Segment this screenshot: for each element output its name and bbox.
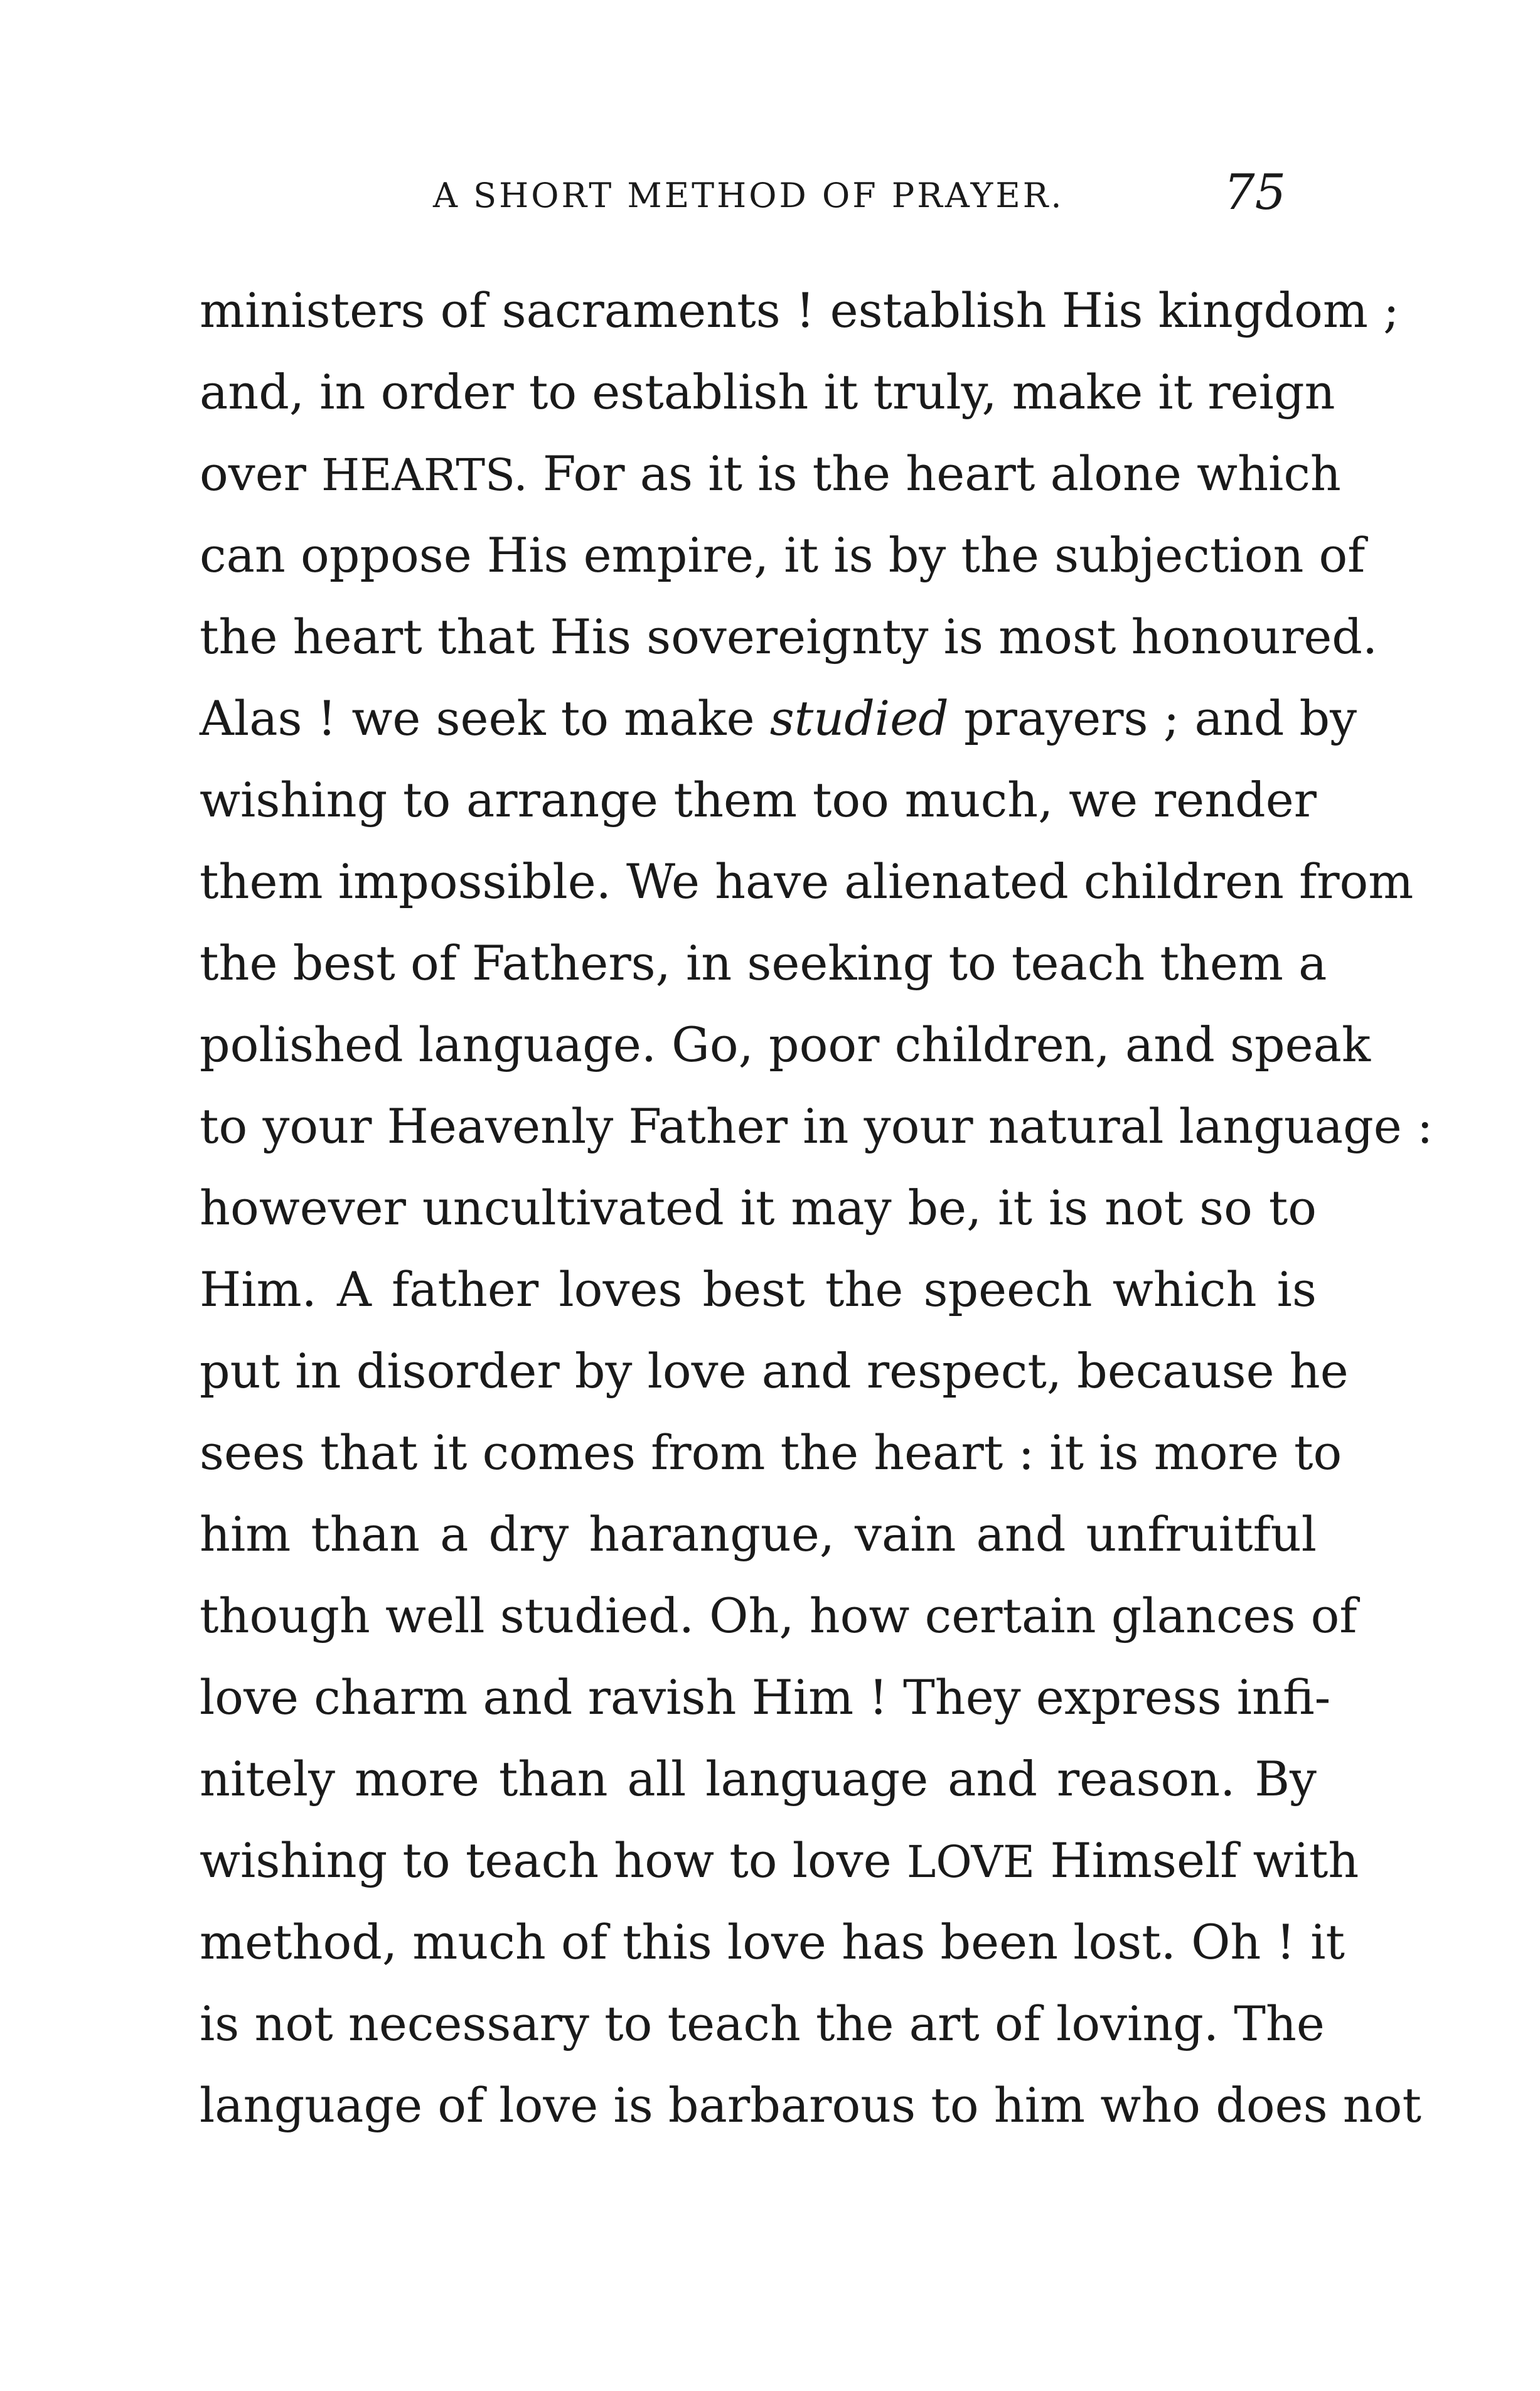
text-line: to your Heavenly Father in your natural language :: [200, 1098, 1433, 1154]
text-fragment: Himself with: [1050, 1832, 1359, 1888]
text-fragment: over: [200, 446, 306, 501]
text-line: however uncultivated it may be, it is not so to: [200, 1180, 1317, 1236]
small-caps-word: LOVE: [906, 1836, 1035, 1888]
text-fragment: prayers ; and by: [964, 690, 1357, 746]
text-line: though well studied. Oh, how certain glances of: [200, 1588, 1357, 1644]
running-title: A SHORT METHOD OF PRAYER.: [433, 176, 1064, 215]
text-line: [200, 1820, 1359, 1902]
text-fragment: For as it is the heart alone which: [542, 446, 1341, 501]
text-line: wishing to arrange them too much, we render: [200, 772, 1317, 828]
text-line: them impossible. We have alienated children from: [200, 853, 1414, 909]
page-number: 75: [1224, 164, 1286, 221]
text-line: can oppose His empire, it is by the subjection of: [200, 527, 1366, 583]
text-line: put in disorder by love and respect, because he: [200, 1343, 1349, 1399]
text-line: is not necessary to teach the art of loving. The: [200, 1996, 1325, 2051]
small-caps-word: HEARTS.: [321, 449, 528, 501]
text-line: love charm and ravish Him ! They express infi-: [200, 1669, 1331, 1725]
text-fragment: wishing to teach how to love: [200, 1832, 892, 1888]
text-line: sees that it comes from the heart : it is more to: [200, 1425, 1342, 1480]
text-line: method, much of this love has been lost. Oh ! it: [200, 1914, 1345, 1970]
text-line: language of love is barbarous to him who does not: [200, 2077, 1421, 2133]
text-fragment: Alas ! we seek to make: [200, 690, 755, 746]
text-line: him than a dry harangue, vain and unfruitful: [200, 1506, 1317, 1562]
text-line: Him. A father loves best the speech which is: [200, 1261, 1317, 1317]
text-line: the heart that His sovereignty is most honoured.: [200, 609, 1378, 665]
text-line: [200, 678, 1357, 759]
body-text: [200, 270, 1433, 2146]
text-line: ministers of sacraments ! establish His kingdom ;: [200, 282, 1399, 338]
text-line: the best of Fathers, in seeking to teach them a: [200, 935, 1327, 991]
text-line: polished language. Go, poor children, and speak: [200, 1017, 1371, 1072]
text-line: and, in order to establish it truly, make it reign: [200, 364, 1335, 420]
text-line: nitely more than all language and reason. By: [200, 1751, 1317, 1807]
italic-word: studied: [769, 690, 949, 746]
text-line: [200, 433, 1341, 515]
